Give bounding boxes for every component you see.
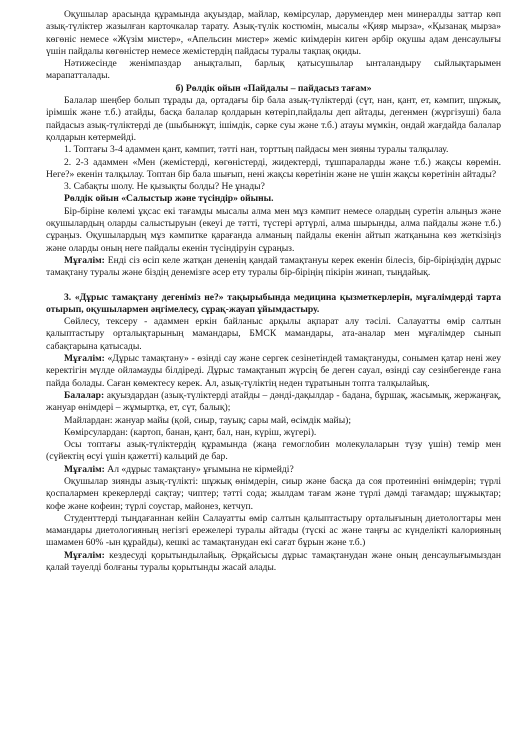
heading-section-3-text: 3. «Дұрыс тамақтану дегеніміз не?» тақырыбында медицина қызметкерлерін, мұғалімдерді тарта отырып, оқушылармен әңгімелесу, сұрақ-жауап ұйымдастыру. xyxy=(46,291,501,315)
paragraph-teacher-4 xyxy=(46,550,501,575)
paragraph-flashcards: Оқушылар арасында құрамында ақуыздар, майлар, көмірсулар, дәрумендер мен минералды заттар көп азық-түліктер жазылған карточкалар тарату. Азық-түлік костюмін, мысалы «Қияр мырза», «Қызанақ мырза» көгөніс немесе «Жүзім мистер», «Апельсин мистер» жеміс киімдерін киген әрбір оқушы адам денсаулығы үшін пайдалы көгөністер немесе жемістердің пайдасы туралы тақпақ оқиды. xyxy=(46,9,501,57)
paragraph-carbs: Көмірсулардан: (картоп, банан, қант, бал, нан, күріш, жүгері). xyxy=(64,426,317,438)
paragraph-teacher-2 xyxy=(46,353,501,390)
paragraph-teacher-1 xyxy=(46,255,501,280)
children-label: Балалар: xyxy=(64,389,105,401)
section-gap xyxy=(46,280,501,292)
teacher-label: Мұғалім: xyxy=(64,353,105,365)
paragraph-iron-calcium: Осы топтағы азық-түліктердің құрамында (жаңа гемоглобин молекулаларын түзу үшін) темір мен (сүйектің өсуі үшін қажетті) кальций де бар. xyxy=(46,439,501,463)
teacher-text: «Дұрыс тамақтану» - өзінді сау және сергек сезінетіндей тамақтануды, сонымен қатар нені жеу керектігін мүлде ойламауды білдіреді. Дұрыс тамақтанып жүрсің бе деген сауал, өзінді сау сезінбегенде ғана пайда болады. Саған көмектесу керек. Ал, азық-түліктің неден тұратынын топта талқылайық. xyxy=(46,353,501,389)
paragraph-teacher-3 xyxy=(46,464,501,476)
paragraph-children xyxy=(46,390,501,415)
teacher-text: Ал «дұрыс тамақтану» ұғымына не кірмейді? xyxy=(104,463,294,475)
teacher-text: кездесуді қорытындылайық. Әрқайсысы дұрыс тамақтанудан және оның денсаулығымыздан қалай тәуелді болғаны туралы қорытынды жасай алады. xyxy=(46,549,501,574)
paragraph-conversation: Сөйлесу, тексеру - адаммен еркін байланыс арқылы ақпарат алу тәсілі. Салауатты өмір салтын қалыптастыру орталықтарының мамандары, БМСК мамандары, ата-аналар мен мұғалімдер сынып сабақтарына қатысады. xyxy=(46,316,501,352)
teacher-label: Мұғалім: xyxy=(64,254,105,266)
paragraph-circle-game: Балалар шеңбер болып тұрады да, ортадағы бір бала азық-түліктерді (сүт, нан, қант, ет, кәмпит, шұжық, ірімшік және т.б.) атайды, басқа балалар қолдарын көтеріп,пайдалы деп айтады, дегенмен (жүргізуші) бала пайдасыз азық-түліктерді де (шыбынжұт, ішімдік, сәрке суы және т.б.) атауы мүмкін, ондай жағдайда балалар қолдарын көтермейді. xyxy=(46,95,501,143)
paragraph-harmful-foods: Оқушылар зиянды азық-түлікті: шұжық өнімдерін, сиыр және басқа да соя протеиніні өнімдерін; түрлі қоспалармен крекерлерді сақтау; чиптер; тәтті сода; жылдам тағам және түрлі дәмді тағамдар; шұжықтар; кофе және кофеин; түрлі соустар, майонез, кетчуп. xyxy=(46,475,501,512)
heading-compare-explain xyxy=(46,193,501,205)
heading-role-game-healthy xyxy=(46,83,501,95)
teacher-label: Мұғалім: xyxy=(64,463,105,475)
paragraph-step-2: 2. 2-3 адаммен «Мен (жемістерді, көгөністерді, жидектерді, тұшпараларды және т.б.) жақсы көремін. Неге?» екенін талқылау. Топтан бір бала шығып, нені жақсы көретінін және не үшін жақсы көретінін айтады? xyxy=(46,156,501,180)
paragraph-step-1: 1. Топтағы 3-4 адаммен қант, кәмпит, тәтті нан, торттың пайдасы мен зияны туралы талқылау. xyxy=(64,144,449,156)
teacher-text: Енді сіз өсіп келе жатқан дененің қандай тамақтануы керек екенін білесіз, бір-біріңіздің дұрыс тамақтану туралы және біздің денемізге әсер ету туралы бір-біріңің пікірін жинап, тыңдайық. xyxy=(46,254,501,279)
children-text: ақуыздардан (азық-түліктерді атайды – дәнді-дақылдар - бадана, бұршақ, жасымық, жержаңғақ, жануар өнімдері – жұмыртқа, ет, сүт, балық); xyxy=(46,389,501,414)
heading-role-game-healthy-text: б) Рөлдік ойын «Пайдалы – пайдасыз тағам» xyxy=(175,82,372,94)
paragraph-step-3: 3. Сабақты шолу. Не қызықты болды? Не ұнады? xyxy=(64,181,265,193)
heading-section-3 xyxy=(46,292,501,317)
paragraph-winners: Нәтижесінде женімпаздар анықталып, барлық қатысушылар ынталандыру сыйлықтарымен марапатталады. xyxy=(46,58,501,82)
paragraph-fats: Майлардан: жануар майы (қой, сиыр, тауық; сары май, өсімдік майы); xyxy=(64,414,351,426)
paragraph-compare: Бір-біріне көлемі ұқсас екі тағамды мысалы алма мен мұз кәмпит немесе олардың суретін алыңыз және оқушылардың оларды салыстыруын (екеуі де тәтті, түстері әртүрлі, алма шырынды, алма пайдалы және т.б.) сұраңыз. Оқушылардың мұз кәмпитке қарағанда алманың пайдалы екенін айтып жатқанына көз жеткізіңіз және оларды оның неге пайдалы екенін түсіндіруін сұраңыз. xyxy=(46,205,501,254)
heading-compare-explain-text: Рөлдік ойын «Салыстыр және түсіндір» ойыны. xyxy=(64,193,274,205)
paragraph-dietologists: Студенттерді тыңдағаннан кейін Салауатты өмір салтын қалыптастыру орталығының диетологтары мен мамандары диетологияның негізгі ережелері туралы айтады (түскі ас және таңғы ас күнделікті калорияның шамамен 60% -ын құрайды), кешкі ас тамақтанудан екі сағат бұрын және т.б.) xyxy=(46,512,501,549)
teacher-label: Мұғалім: xyxy=(64,549,105,561)
